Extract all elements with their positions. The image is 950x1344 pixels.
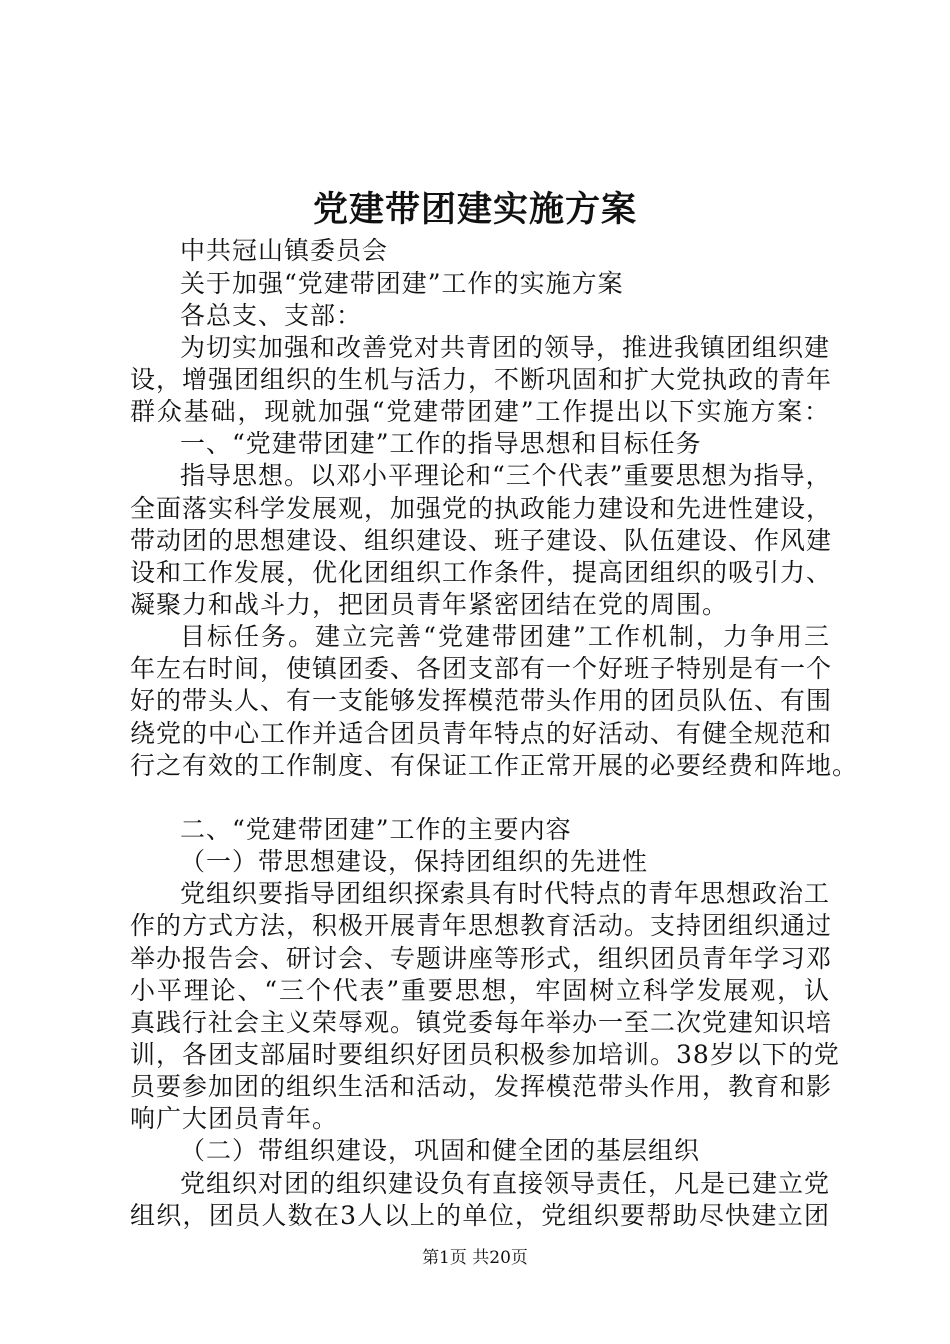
body-line: 好的带头人、有一支能够发挥模范带头作用的团员队伍、有围 <box>130 686 833 715</box>
body-line: 设和工作发展，优化团组织工作条件，提高团组织的吸引力、 <box>130 558 833 587</box>
body-line: 目标任务。建立完善“党建带团建”工作机制，力争用三 <box>180 622 830 651</box>
body-line: 举办报告会、研讨会、专题讲座等形式，组织团员青年学习邓 <box>130 944 833 973</box>
body-line: 党组织要指导团组织探索具有时代特点的青年思想政治工 <box>180 879 831 908</box>
body-line: 凝聚力和战斗力，把团员青年紧密团结在党的周围。 <box>130 590 729 619</box>
body-line: 中共冠山镇委员会 <box>180 236 389 265</box>
body-line: 党组织对团的组织建设负有直接领导责任，凡是已建立党 <box>180 1169 831 1198</box>
body-line: 全面落实科学发展观，加强党的执政能力建设和先进性建设， <box>130 494 833 523</box>
subsection-heading: （一）带思想建设，保持团组织的先进性 <box>180 847 649 876</box>
body-line: 行之有效的工作制度、有保证工作正常开展的必要经费和阵地。 <box>130 751 859 780</box>
body-line: 设，增强团组织的生机与活力，不断巩固和扩大党执政的青年 <box>130 365 833 394</box>
section-heading: 二、“党建带团建”工作的主要内容 <box>180 815 572 844</box>
body-line: 组织，团员人数在3人以上的单位，党组织要帮助尽快建立团 <box>130 1201 830 1230</box>
body-line: 绕党的中心工作并适合团员青年特点的好活动、有健全规范和 <box>130 719 833 748</box>
body-line: 群众基础，现就加强“党建带团建”工作提出以下实施方案： <box>130 397 830 426</box>
body-line: 小平理论、“三个代表”重要思想，牢固树立科学发展观，认 <box>130 976 830 1005</box>
body-line: 带动团的思想建设、组织建设、班子建设、队伍建设、作风建 <box>130 526 833 555</box>
body-line: 为切实加强和改善党对共青团的领导，推进我镇团组织建 <box>180 333 831 362</box>
body-line: 各总支、支部： <box>180 301 363 330</box>
body-line: 作的方式方法，积极开展青年思想教育活动。支持团组织通过 <box>130 911 833 940</box>
page-footer: 第1页 共20页 <box>422 1248 528 1268</box>
body-line: 员要参加团的组织生活和活动，发挥模范带头作用，教育和影 <box>130 1072 833 1101</box>
body-line: 关于加强“党建带团建”工作的实施方案 <box>180 269 624 298</box>
section-heading: 一、“党建带团建”工作的指导思想和目标任务 <box>180 429 702 458</box>
body-line: 指导思想。以邓小平理论和“三个代表”重要思想为指导， <box>180 461 832 490</box>
body-line: 训，各团支部届时要组织好团员积极参加培训。38岁以下的党 <box>130 1040 840 1069</box>
body-line: 真践行社会主义荣辱观。镇党委每年举办一至二次党建知识培 <box>130 1008 833 1037</box>
page-title: 党建带团建实施方案 <box>312 189 637 230</box>
body-line: 年左右时间，使镇团委、各团支部有一个好班子特别是有一个 <box>130 654 833 683</box>
body-line: 响广大团员青年。 <box>130 1104 339 1133</box>
subsection-heading: （二）带组织建设，巩固和健全团的基层组织 <box>180 1136 701 1165</box>
